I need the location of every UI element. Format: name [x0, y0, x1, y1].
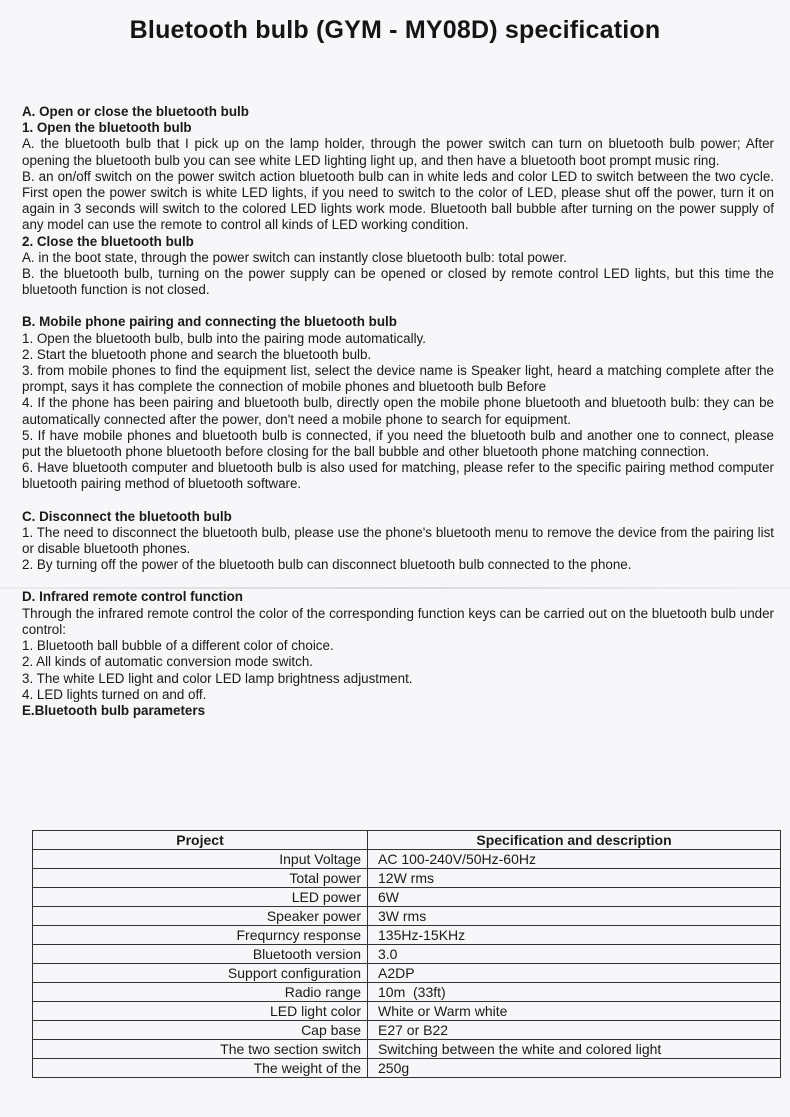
param-value: 135Hz-15KHz [368, 926, 781, 945]
param-name: Input Voltage [33, 850, 368, 869]
table-row [33, 907, 781, 926]
section-a-paragraph: B. the bluetooth bulb, turning on the power supply can be opened or closed by remote control LED lights, but this time the bluetooth function is not closed. [22, 266, 774, 298]
param-value: White or Warm white [368, 1002, 781, 1021]
table-row [33, 1021, 781, 1040]
list-item: 2. All kinds of automatic conversion mode switch. [22, 654, 314, 670]
param-name: Speaker power [33, 907, 368, 926]
table-row [33, 983, 781, 1002]
param-name: Support configuration [33, 964, 368, 983]
table-row [33, 964, 781, 983]
param-name: LED light color [33, 1002, 368, 1021]
param-name: The two section switch [33, 1040, 368, 1059]
table-header-row [33, 831, 781, 850]
section-a-heading: A. Open or close the bluetooth bulb [22, 104, 249, 119]
table-row [33, 945, 781, 964]
list-item: 1. Open the bluetooth bulb, bulb into the pairing mode automatically. [22, 330, 426, 346]
list-item: 4. LED lights turned on and off. [22, 686, 207, 702]
section-a-subheading-close: 2. Close the bluetooth bulb [22, 233, 194, 249]
table-row [33, 869, 781, 888]
param-value: 250g [368, 1059, 781, 1078]
page-title: Bluetooth bulb (GYM - MY08D) specification [129, 16, 661, 44]
column-header-project: Project [33, 831, 368, 850]
section-a [22, 104, 774, 298]
list-item: 3. The white LED light and color LED lamp brightness adjustment. [22, 670, 413, 686]
section-a-paragraph: A. in the boot state, through the power switch can instantly close bluetooth bulb: total power. [22, 249, 567, 265]
param-value: 6W [368, 888, 781, 907]
table-row [33, 1002, 781, 1021]
section-b-heading: B. Mobile phone pairing and connecting the bluetooth bulb [22, 314, 397, 330]
param-name: Total power [33, 869, 368, 888]
list-item: 2. Start the bluetooth phone and search the bluetooth bulb. [22, 346, 372, 362]
document-body [22, 104, 774, 719]
param-value: 12W rms [368, 869, 781, 888]
section-c [22, 509, 774, 574]
param-name: Frequrncy response [33, 926, 368, 945]
section-b [22, 314, 774, 492]
param-value: AC 100-240V/50Hz-60Hz [368, 850, 781, 869]
section-e-heading: E.Bluetooth bulb parameters [22, 702, 206, 718]
section-a-paragraph: A. the bluetooth bulb that I pick up on the lamp holder, through the power switch can turn on bluetooth bulb power; After opening the bluetooth bulb you can see white LED lighting light up, and then have a bluetooth boot prompt music ring. [22, 136, 774, 168]
table-row [33, 1059, 781, 1078]
param-name: Cap base [33, 1021, 368, 1040]
param-name: Radio range [33, 983, 368, 1002]
list-item: 5. If have mobile phones and bluetooth bulb is connected, if you need the bluetooth bulb and another one to connect, please put the bluetooth phone bluetooth before closing for the ball bubble and other bluetooth phone matching connection. [22, 427, 774, 460]
section-d [22, 589, 774, 702]
section-d-intro: Through the infrared remote control the color of the corresponding function keys can be carried out on the bluetooth bulb under control: [22, 605, 774, 637]
section-d-heading: D. Infrared remote control function [22, 589, 243, 605]
param-name: The weight of the [33, 1059, 368, 1078]
param-value: Switching between the white and colored light [368, 1040, 781, 1059]
list-item: 1. Bluetooth ball bubble of a different color of choice. [22, 638, 334, 654]
list-item: 6. Have bluetooth computer and bluetooth bulb is also used for matching, please refer to the specific pairing method computer bluetooth pairing method of bluetooth software. [22, 460, 774, 492]
param-value: 10m (33ft) [368, 983, 781, 1002]
table-row [33, 888, 781, 907]
param-value: 3.0 [368, 945, 781, 964]
section-a-subheading-open: 1. Open the bluetooth bulb [22, 120, 192, 136]
list-item: 3. from mobile phones to find the equipment list, select the device name is Speaker light, heard a matching complete after the prompt, says it has complete the connection of mobile phones and bluetooth bulb Before [22, 363, 774, 395]
list-item: 2. By turning off the power of the bluetooth bulb can disconnect bluetooth bulb connected to the phone. [22, 557, 632, 573]
list-item: 4. If the phone has been pairing and bluetooth bulb, directly open the mobile phone bluetooth and bluetooth bulb: they can be automatically connected after the power, don't need a mobile phone to search for equipment. [22, 395, 774, 427]
param-value: E27 or B22 [368, 1021, 781, 1040]
parameters-table [32, 830, 781, 1078]
param-value: 3W rms [368, 907, 781, 926]
section-a-paragraph: B. an on/off switch on the power switch action bluetooth bulb can in white leds and color LED to switch between the two cycle. First open the power switch is white LED lights, if you need to switch to the color of LED, please shut off the power, turn it on again in 3 seconds will switch to the colored LED lights work mode. Bluetooth ball bubble after turning on the power supply of any model can use the remote to control all kinds of LED working condition. [22, 168, 774, 233]
table-row [33, 926, 781, 945]
param-name: LED power [33, 888, 368, 907]
table-row [33, 1040, 781, 1059]
list-item: 1. The need to disconnect the bluetooth bulb, please use the phone's bluetooth menu to remove the device from the pairing list or disable bluetooth phones. [22, 524, 774, 557]
column-header-specification: Specification and description [368, 831, 781, 850]
param-name: Bluetooth version [33, 945, 368, 964]
param-value: A2DP [368, 964, 781, 983]
table-row [33, 850, 781, 869]
section-c-heading: C. Disconnect the bluetooth bulb [22, 508, 232, 524]
